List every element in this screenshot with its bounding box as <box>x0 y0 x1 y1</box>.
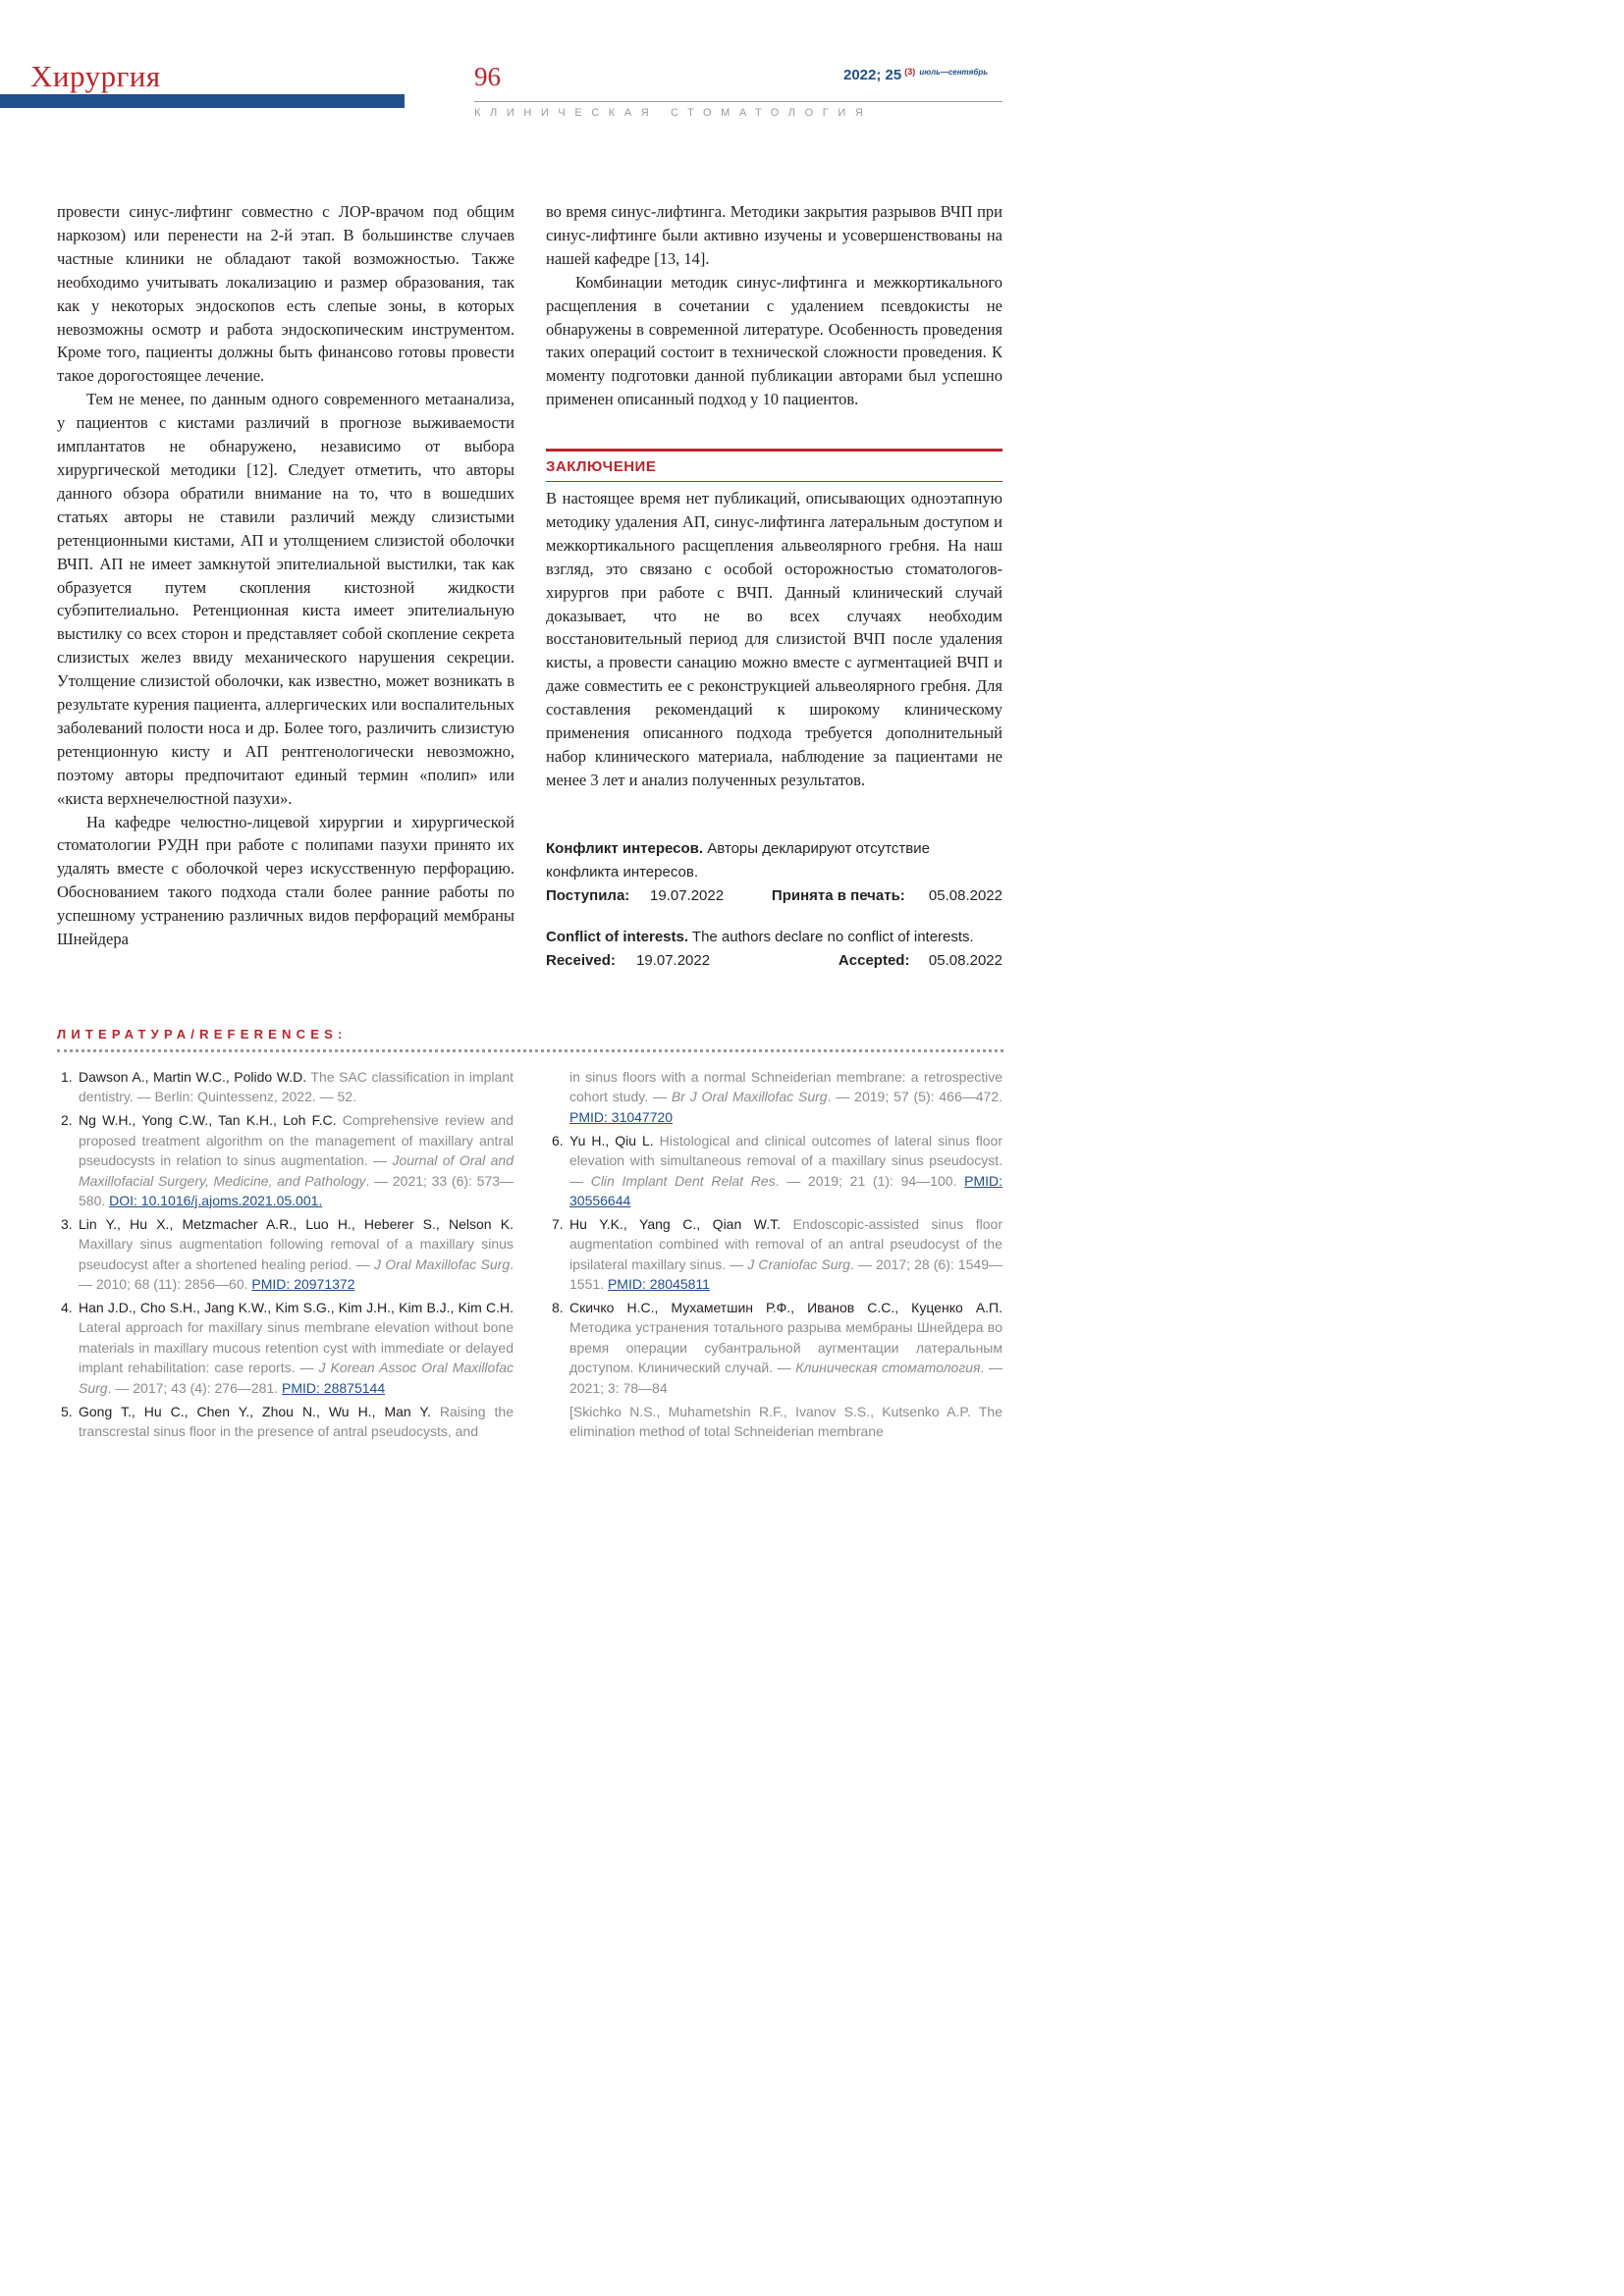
conflict-text: Авторы декларируют отсутствие конфликта интересов. <box>546 840 930 881</box>
reference-number: 3. <box>61 1215 73 1232</box>
reference-text: Comprehensive review and proposed treatment algorithm on the management of maxillary antral pseudocysts in relation to sinus augmentation. — <box>79 1112 514 1169</box>
issue-year-volume: 2022; 25 <box>843 67 902 83</box>
reference-details: . — 2021; 3: 78—84 <box>569 1360 1003 1396</box>
issue-number: (3) <box>904 67 916 77</box>
conflict-of-interest-en <box>546 926 1002 973</box>
pmid-link[interactable]: PMID: 28045811 <box>607 1276 710 1293</box>
references-right-column <box>548 1067 1002 1445</box>
reference-details: . — 2019; 21 (1): 94—100. <box>775 1172 965 1189</box>
doi-link[interactable]: DOI: 10.1016/j.ajoms.2021.05.001. <box>109 1192 323 1208</box>
pmid-link[interactable]: PMID: 31047720 <box>569 1108 674 1125</box>
reference-item <box>548 1214 1002 1295</box>
reference-item <box>57 1402 514 1442</box>
reference-authors: Ng W.H., Yong C.W., Tan K.H., Loh F.C. <box>79 1112 337 1129</box>
reference-journal: J Craniofac Surg <box>747 1255 850 1272</box>
paragraph: Тем не менее, по данным одного современного метаанализа, у пациентов с кистами различий в прогнозе выживаемости имплантатов не обнаружено, независимо от выбора хирургической методики [12]. Следует отметить, что авторы данного обзора обратили внимание на то, что в вошедших статьях авторы не ставили различий между слизистыми ретенционными кистами, АП и утолщением слизистой оболочки ВЧП. АП не имеет замкнутой эпителиальной выстилки, так как образуется путем скопления кистозной жидкости субэпителиально. Ретенционная киста имеет эпителиальную выстилку со всех сторон и представляет собой скопление секрета слизистых желез ввиду механического нарушения секреции. Утолщение слизистой оболочки, как известно, может возникать в результате курения пациента, аллергических или воспалительных заболеваний полости носа и др. Более того, различить слизистую ретенционную кисту и АП рентгенологически невозможно, поэтому авторы предпочитают единый термин «полип» или «киста верхнечелюстной пазухи». <box>57 390 514 808</box>
dates-row <box>546 884 1002 908</box>
reference-details: . — 2019; 57 (5): 466—472. <box>827 1089 1002 1105</box>
reference-number: 5. <box>61 1403 73 1419</box>
reference-translation <box>548 1402 1002 1442</box>
conflict-text: The authors declare no conflict of interests. <box>688 929 974 945</box>
page-number: 96 <box>474 62 501 91</box>
reference-item <box>57 1067 514 1107</box>
reference-text: Raising the transcrestal sinus floor in the presence of antral pseudocysts, and <box>79 1403 514 1439</box>
header-divider <box>474 101 1002 102</box>
received-date: 19.07.2022 <box>650 887 725 904</box>
reference-authors: Han J.D., Cho S.H., Jang K.W., Kim S.G., Kim J.H., Kim B.J., Kim C.H. <box>79 1299 514 1315</box>
received-label: Поступила: <box>546 887 630 904</box>
reference-number: 4. <box>61 1299 73 1315</box>
reference-details: . — 2017; 28 (6): 1549—1551. <box>569 1255 1002 1293</box>
paragraph: На кафедре челюстно-лицевой хирургии и хирургической стоматологии РУДН при работе с полипами пазухи принято их удалять вместе с оболочкой через искусственную перфорацию. Обоснованием такого подхода стали более ранние работы по успешному устранению различных видов перфораций мембраны Шнейдера <box>57 812 514 949</box>
journal-name: КЛИНИЧЕСКАЯ СТОМАТОЛОГИЯ <box>474 107 873 119</box>
reference-text: in sinus floors with a normal Schneiderian membrane: a retrospective cohort study. — <box>569 1069 1002 1105</box>
references-left-column <box>57 1067 514 1445</box>
reference-details: . — 2021; 33 (6): 573—580. <box>79 1172 514 1208</box>
reference-text: Lateral approach for maxillary sinus membrane elevation without bone materials in maxillary mucous retention cyst with immediate or delayed implant rehabilitation: case reports. — <box>79 1319 514 1376</box>
reference-number: 2. <box>61 1112 73 1129</box>
received-label: Received: <box>546 952 616 969</box>
reference-text: [Skichko N.S., Muhametshin R.F., Ivanov S.S., Kutsenko A.P. The elimination method of total Schneiderian membrane <box>569 1403 1002 1439</box>
conflict-of-interest-ru <box>546 837 1002 908</box>
reference-number: 1. <box>61 1069 73 1085</box>
conflict-label: Conflict of interests. <box>546 929 689 945</box>
received-date: 19.07.2022 <box>636 952 711 969</box>
reference-item <box>57 1214 514 1295</box>
reference-text: Maxillary sinus augmentation following removal of a maxillary sinus pseudocyst after a shortened healing period. — <box>79 1236 514 1272</box>
left-column <box>57 200 514 951</box>
reference-item <box>57 1110 514 1210</box>
reference-number: 7. <box>552 1215 564 1232</box>
reference-item <box>548 1298 1002 1398</box>
reference-authors: Gong T., Hu C., Chen Y., Zhou N., Wu H., Man Y. <box>79 1403 431 1419</box>
paragraph: В настоящее время нет публикаций, описывающих одноэтапную методику удаления АП, синус-лифтинга латеральным доступом и межкортикального расщепления альвеолярного гребня. На наш взгляд, это связано с особой осторожностью стоматологов-хирургов при работе с ВЧП. Данный клинический случай доказывает, что не во всех случаях необходим восстановительный период для слизистой ВЧП после удаления кисты, а провести санацию можно вместе с аугментацией ВЧП и даже совместить ее с реконструкцией альвеолярного гребня. Для составления рекомендаций к широкому клиническому применения описанного подхода требуется дополнительный набор клинического материала, наблюдение за пациентами не менее 3 лет и анализ полученных результатов. <box>546 489 1002 789</box>
issue-info <box>843 62 988 85</box>
reference-continuation <box>548 1067 1002 1127</box>
reference-journal: J Korean Assoc Oral Maxillofac Surg <box>79 1360 514 1396</box>
pmid-link[interactable]: PMID: 20971372 <box>251 1276 355 1293</box>
reference-text: Endoscopic-assisted sinus floor augmentation combined with removal of an antral pseudocyst of the ipsilateral maxillary sinus. — <box>569 1215 1002 1272</box>
accepted-date: 05.08.2022 <box>928 952 1002 969</box>
paragraph: провести синус-лифтинг совместно с ЛОР-врачом под общим наркозом) или перенести на 2-й этап. В большинстве случаев частные клиники не обладают такой возможностью. Также необходимо учитывать локализацию и размер образования, так как у некоторых эндоскопов есть слепые зоны, в которых невозможны осмотр и работа эндоскопическим инструментом. Кроме того, пациенты должны быть финансово готовы провести такое дорогостоящее лечение. <box>57 202 514 386</box>
reference-text: Histological and clinical outcomes of lateral sinus floor elevation with simultaneous removal of a maxillary sinus pseudocyst. — <box>569 1132 1003 1189</box>
accepted-label: Принята в печать: <box>771 887 905 904</box>
accepted-label: Accepted: <box>838 952 910 969</box>
reference-authors: Dawson A., Martin W.C., Polido W.D. <box>79 1069 307 1085</box>
reference-authors: Yu H., Qiu L. <box>569 1132 654 1148</box>
reference-number: 6. <box>552 1132 564 1148</box>
reference-authors: Скичко Н.С., Мухаметшин Р.Ф., Иванов С.С., Куценко А.П. <box>569 1299 1002 1315</box>
pmid-link[interactable]: PMID: 30556644 <box>569 1172 1003 1208</box>
reference-text: Методика устранения тотального разрыва мембраны Шнейдера во время операции субантральной аугментации латеральным доступом. Клинический случай. — <box>569 1319 1002 1376</box>
reference-journal: J Oral Maxillofac Surg <box>373 1255 511 1272</box>
paragraph: во время синус-лифтинга. Методики закрытия разрывов ВЧП при синус-лифтинге были активно изучены и усовершенствованы на нашей кафедре [13, 14]. <box>546 202 1002 268</box>
reference-item <box>548 1131 1002 1211</box>
reference-details: . — 2010; 68 (11): 2856—60. <box>79 1255 514 1293</box>
section-color-bar <box>0 94 405 108</box>
reference-details: . — 2017; 43 (4): 276—281. <box>107 1379 283 1396</box>
reference-item <box>57 1298 514 1398</box>
conflict-statement <box>546 926 1002 949</box>
accepted-date: 05.08.2022 <box>928 887 1002 904</box>
paragraph: Комбинации методик синус-лифтинга и межкортикального расщепления в сочетании с удалением псевдокисты не обнаружены в современной литературе. Особенность проведения таких операций состоит в технической сложности проведения. К моменту подготовки данной публикации авторами был успешно применен описанный подход у 10 пациентов. <box>546 272 1002 409</box>
reference-journal: Journal of Oral and Maxillofacial Surgery, Medicine, and Pathology <box>79 1152 514 1189</box>
reference-journal: Клиническая стоматология <box>795 1360 981 1376</box>
issue-months: июль—сентябрь <box>919 68 988 77</box>
conclusion-heading: ЗАКЛЮЧЕНИЕ <box>546 449 1002 482</box>
dates-row <box>546 949 1002 973</box>
references-title: ЛИТЕРАТУРА/REFERENCES: <box>57 1027 348 1041</box>
reference-authors: Lin Y., Hu X., Metzmacher A.R., Luo H., Heberer S., Nelson K. <box>79 1215 514 1232</box>
reference-journal: Clin Implant Dent Relat Res <box>590 1172 776 1189</box>
references-divider <box>57 1049 1003 1052</box>
conclusion-text <box>546 487 1002 792</box>
conflict-statement <box>546 837 1002 884</box>
reference-authors: Hu Y.K., Yang C., Qian W.T. <box>569 1215 782 1232</box>
right-column <box>546 200 1002 411</box>
reference-journal: Br J Oral Maxillofac Surg <box>671 1089 828 1105</box>
section-title: Хирургия <box>30 59 161 93</box>
reference-text: The SAC classification in implant dentistry. — Berlin: Quintessenz, 2022. — 52. <box>79 1069 514 1105</box>
reference-number: 8. <box>552 1299 564 1315</box>
pmid-link[interactable]: PMID: 28875144 <box>282 1379 386 1396</box>
conflict-label: Конфликт интересов. <box>546 840 704 857</box>
